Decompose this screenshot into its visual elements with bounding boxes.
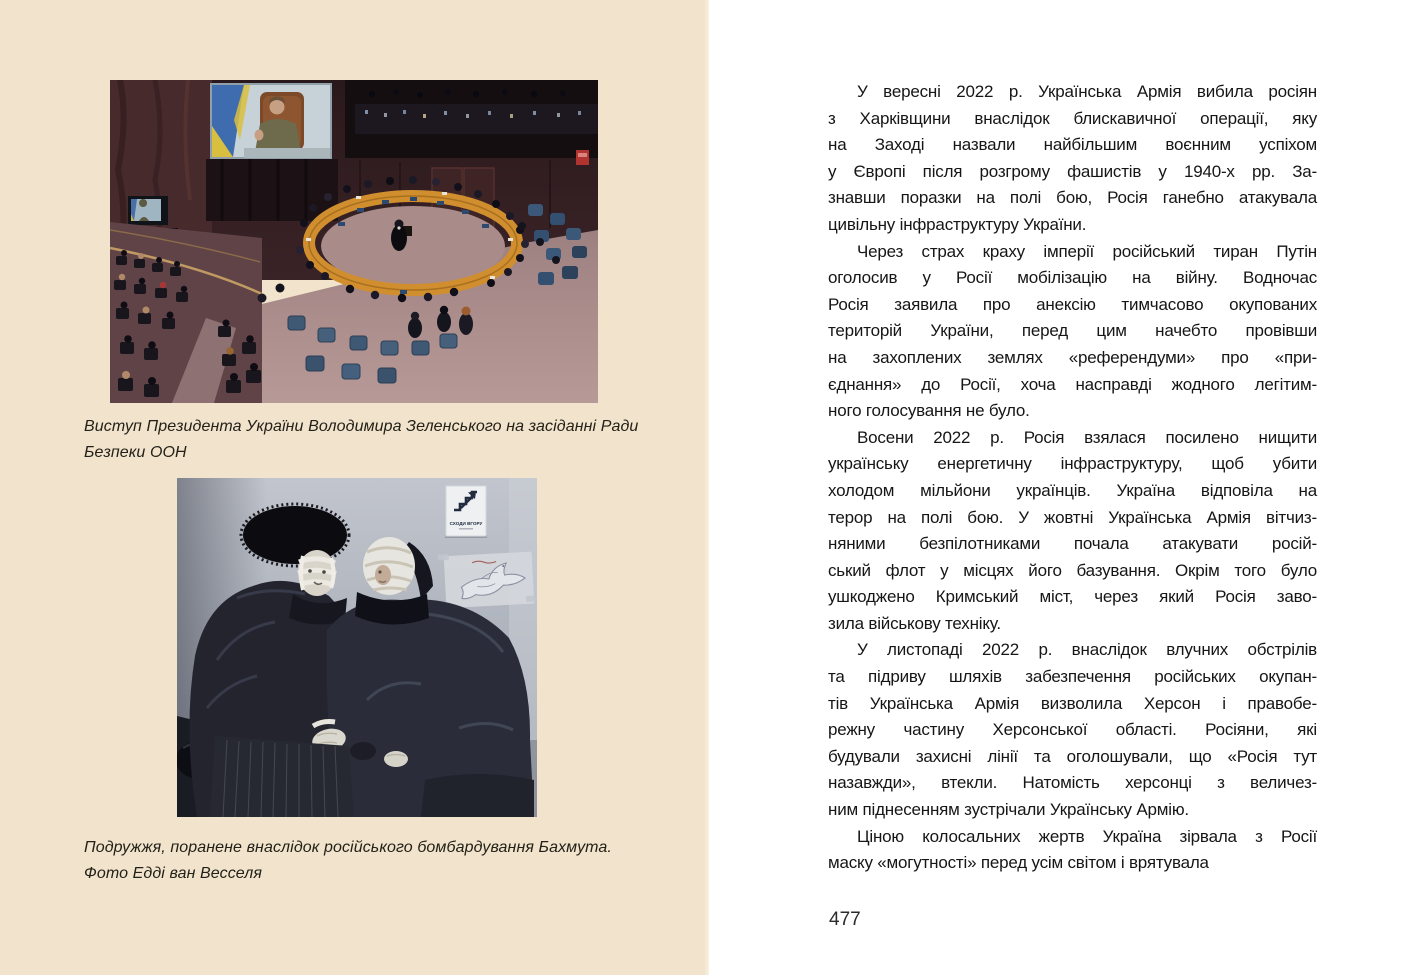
text-line: на захоплених землях «референдуми» про «при- xyxy=(828,347,1317,367)
text-line: Ціною колосальних жертв Україна зірвала з Росії xyxy=(857,826,1317,846)
text-line: терор на полі бою. У жовтні Українська Армія вітчиз- xyxy=(828,507,1317,527)
text-line: оголосив у Росії мобілізацію на війну. Водночас xyxy=(828,268,1317,288)
text-line: на Заході назвали найбільшим воєнним успіхом xyxy=(828,135,1317,155)
figure-un-security-council xyxy=(110,80,598,403)
figure-bakhmut-couple xyxy=(177,478,537,817)
text-line: Через страх краху імперії російський тиран Путін xyxy=(857,241,1317,261)
body-text xyxy=(828,79,1317,877)
audience-left xyxy=(110,222,262,403)
paragraph xyxy=(828,79,1317,239)
text-line: Росія заявила про анексію тимчасово окупованих xyxy=(828,294,1317,314)
text-line: з Харківщини внаслідок блискавичної операції, яку xyxy=(828,108,1317,128)
bakhmut-couple-photo xyxy=(177,478,537,817)
right-page xyxy=(709,0,1418,975)
text-line: холодом мільйони українців. Україна відповіла на xyxy=(828,480,1317,500)
figure2-caption xyxy=(84,835,684,887)
text-line: цивільну інфраструктуру України. xyxy=(828,214,1087,234)
text-line: У вересні 2022 р. Українська Армія вибила росіян xyxy=(857,82,1317,101)
zelensky-screen xyxy=(210,83,332,159)
text-line: єднання» до Росії, хоча насправді жодного легітим- xyxy=(828,374,1317,394)
paragraph xyxy=(828,425,1317,638)
text-line: зила військову техніку. xyxy=(828,613,1001,633)
caption-line: Фото Едді ван Весселя xyxy=(84,865,263,882)
caption-line: Подружжя, поранене внаслідок російського бомбардування Бахмута. xyxy=(84,839,612,856)
figure1-caption xyxy=(84,414,684,466)
text-line: ного голосування не було. xyxy=(828,401,1030,421)
text-line: та підриву шляхів забезпечення російських окупан- xyxy=(828,667,1317,687)
exit-sign xyxy=(576,150,589,165)
text-line: українську енергетичну інфраструктуру, щоб убити xyxy=(828,454,1317,474)
text-line: територій України, перед цим начебто провівши xyxy=(828,321,1317,341)
paragraph xyxy=(828,824,1317,877)
caption-line: Безпеки ООН xyxy=(84,444,187,461)
text-line: ушкоджено Кримський міст, через який Росія заво- xyxy=(828,587,1317,607)
text-line: маску «могутності» перед усім світом і врятувала xyxy=(828,853,1209,873)
text-line: режну частину Херсонської області. Росіяни, які xyxy=(828,720,1317,740)
page-number: 477 xyxy=(829,909,861,930)
paragraph xyxy=(828,637,1317,823)
text-line: будували захисні лінії та оголошували, що «Росія тут xyxy=(828,746,1317,766)
text-line: няними безпілотниками почала атакувати росій- xyxy=(828,534,1317,554)
text-line: тів Українська Армія визволила Херсон і правобе- xyxy=(828,693,1317,713)
paragraph xyxy=(828,239,1317,425)
stairs-sign xyxy=(445,486,487,538)
text-line: ський флот у місцях його базування. Окрім того було xyxy=(828,560,1317,580)
text-line: знавши поразки на полі бою, Росія ганебно атакувала xyxy=(828,188,1317,208)
text-line: У листопаді 2022 р. внаслідок влучних обстрілів xyxy=(857,640,1317,660)
text-line: назавжди», втекли. Натомість херсонці з величез- xyxy=(828,773,1317,793)
un-security-council-photo xyxy=(110,80,598,403)
text-line: Восени 2022 р. Росія взялася посилено нищити xyxy=(857,427,1317,447)
stairs-sign-text: СХОДИ ВГОРУ xyxy=(449,521,483,526)
caption-line: Виступ Президента України Володимира Зеленського на засіданні Ради xyxy=(84,418,639,435)
text-line: у Європі після розгрому фашистів у 1940-х рр. За- xyxy=(828,161,1317,181)
dove-drawing xyxy=(438,549,537,608)
text-line: ним піднесенням зустрічали Українську Армію. xyxy=(828,800,1189,820)
